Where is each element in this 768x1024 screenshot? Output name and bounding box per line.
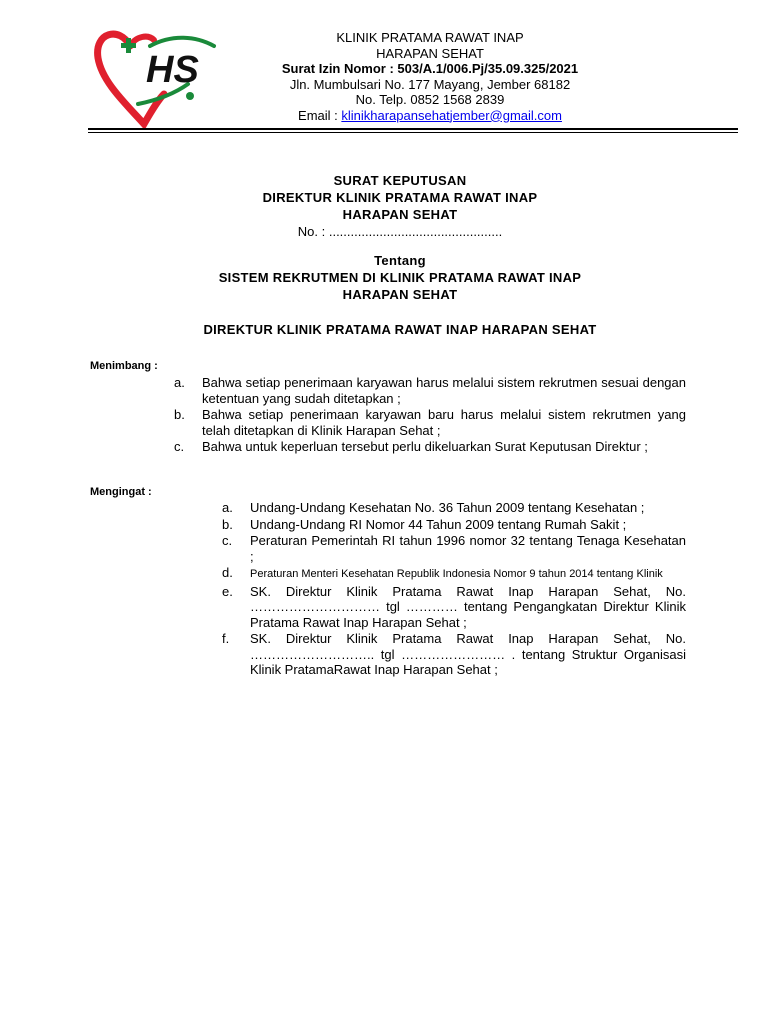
list-item: a. Bahwa setiap penerimaan karyawan harus melalui sistem rekrutmen sesuai dengan ketentuan yang sudah ditetapkan ; (174, 375, 686, 406)
clinic-email-line (270, 108, 590, 124)
decree-title (100, 172, 700, 338)
logo-text: HS (146, 49, 199, 91)
about-label: Tentang (374, 253, 426, 268)
list-item: d. Peraturan Menteri Kesehatan Republik Indonesia Nomor 9 tahun 2014 tentang Klinik (222, 565, 663, 580)
email-link[interactable]: klinikharapansehatjember@gmail.com (341, 107, 562, 123)
decree-number: No. : ................................................ (297, 224, 503, 239)
clinic-address: Jln. Mumbulsari No. 177 Mayang, Jember 68182 (289, 76, 571, 92)
menimbang-list (174, 375, 686, 456)
clinic-name-line2: HARAPAN SEHAT (376, 45, 484, 61)
list-item: e. SK. Direktur Klinik Pratama Rawat Inap Harapan Sehat, No. ………………………… tgl ………… tentang Pengangkatan Direktur Klinik Pratama Rawat Inap Harapan Sehat ; (222, 583, 686, 630)
permit-number: Surat Izin Nomor : 503/A.1/006.Pj/35.09.325/2021 (281, 61, 579, 76)
decree-title-line3: HARAPAN SEHAT (342, 207, 458, 222)
decree-title-line1: SURAT KEPUTUSAN (333, 173, 467, 188)
letterhead (270, 30, 590, 123)
decree-title-line2: DIREKTUR KLINIK PRATAMA RAWAT INAP (262, 190, 538, 205)
header-divider (88, 128, 738, 130)
mengingat-label: Mengingat : (90, 486, 152, 498)
list-item: f. SK. Direktur Klinik Pratama Rawat Inap Harapan Sehat, No. ……………………….. tgl …………………… . tentang Struktur Organisasi Klinik PratamaRawat Inap Harapan Sehat ; (222, 631, 686, 677)
list-item: b. Bahwa setiap penerimaan karyawan baru harus melalui sistem rekrutmen yang telah ditetapkan di Klinik Harapan Sehat ; (174, 407, 686, 438)
list-item: b. Undang-Undang RI Nomor 44 Tahun 2009 tentang Rumah Sakit ; (222, 516, 627, 532)
director-heading: DIREKTUR KLINIK PRATAMA RAWAT INAP HARAPAN SEHAT (203, 322, 597, 337)
clinic-logo (92, 24, 228, 128)
email-label: Email : (298, 107, 342, 123)
list-item: a. Undang-Undang Kesehatan No. 36 Tahun 2009 tentang Kesehatan ; (222, 500, 645, 515)
mengingat-list (222, 500, 686, 679)
header-divider-thin (88, 132, 738, 133)
clinic-name-line1: KLINIK PRATAMA RAWAT INAP (336, 30, 524, 45)
subject-line1: SISTEM REKRUTMEN DI KLINIK PRATAMA RAWAT INAP (218, 270, 582, 285)
clinic-phone: No. Telp. 0852 1568 2839 (355, 92, 505, 107)
list-item: c. Peraturan Pemerintah RI tahun 1996 nomor 32 tentang Tenaga Kesehatan ; (222, 533, 686, 564)
swoosh-icon (150, 38, 214, 46)
list-item: c. Bahwa untuk keperluan tersebut perlu dikeluarkan Surat Keputusan Direktur ; (174, 439, 648, 454)
subject-line2: HARAPAN SEHAT (342, 287, 458, 302)
menimbang-label: Menimbang : (90, 360, 158, 372)
